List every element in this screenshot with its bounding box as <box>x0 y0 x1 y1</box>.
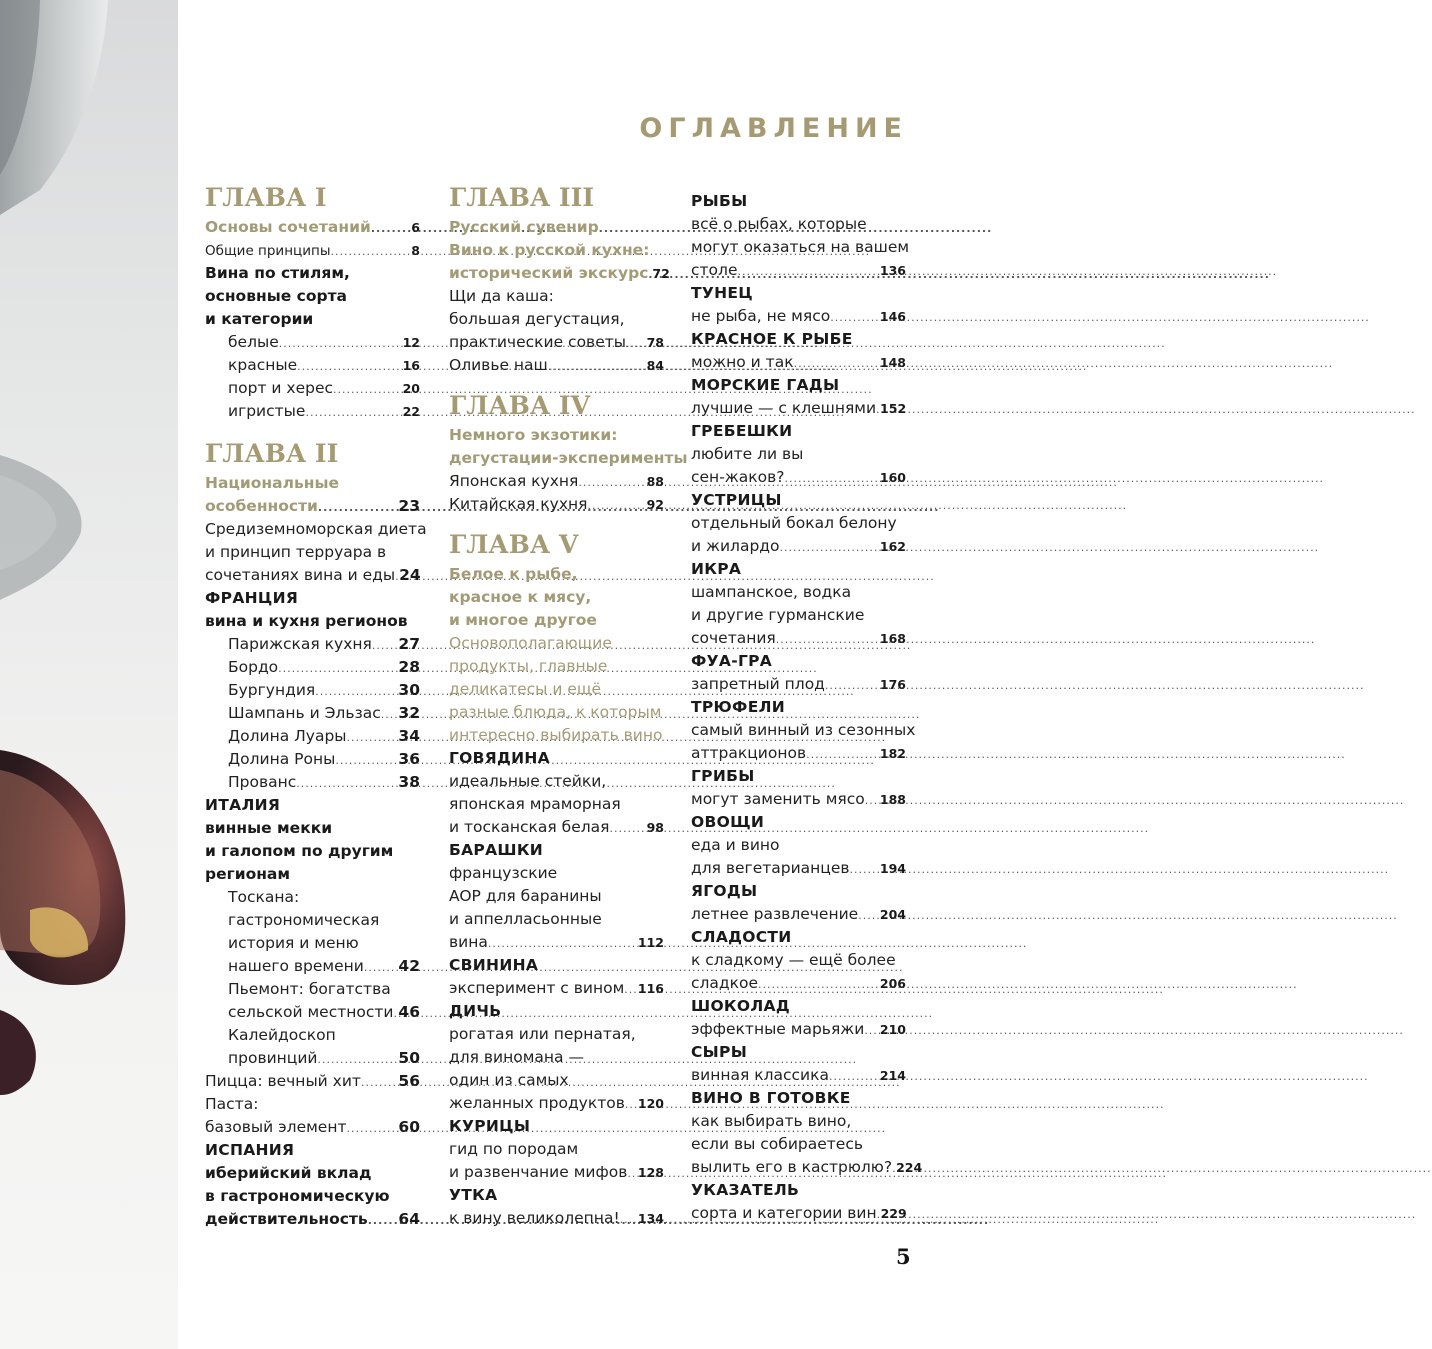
toc-topic: ГРИБЫ <box>691 767 755 785</box>
toc-entry[interactable]: лучшие — с клешнями ..... 152 <box>691 397 906 420</box>
toc-entry[interactable]: запретный плод ..... 176 <box>691 673 906 696</box>
toc-column-3 <box>691 190 923 1225</box>
toc-entry[interactable]: Китайская кухня ..... 92 <box>449 493 664 516</box>
toc-column-1 <box>205 180 427 1231</box>
toc-topic: БАРАШКИ <box>449 841 544 859</box>
toc-entry[interactable]: Прованс ..... 38 <box>205 771 420 794</box>
toc-entry[interactable]: сладкое ..... 206 <box>691 972 906 995</box>
toc-entry[interactable]: Японская кухня ..... 88 <box>449 470 664 493</box>
toc-section: вина и кухня регионов <box>205 612 408 630</box>
toc-topic: ФУА-ГРА <box>691 652 773 670</box>
toc-text: Щи да каша: <box>449 287 554 305</box>
toc-entry[interactable]: исторический экскурс ..... 72 <box>449 262 664 285</box>
toc-topic: МОРСКИЕ ГАДЫ <box>691 376 840 394</box>
toc-text: разные блюда, к которым <box>449 703 662 721</box>
toc-topic: УКАЗАТЕЛЬ <box>691 1181 800 1199</box>
toc-entry[interactable]: желанных продуктов ..... 120 <box>449 1092 664 1115</box>
toc-text: Калейдоскоп <box>228 1026 336 1044</box>
toc-entry[interactable]: аттракционов ..... 182 <box>691 742 906 765</box>
toc-text: самый винный из сезонных <box>691 721 916 739</box>
toc-section: Немного экзотики: <box>449 426 618 444</box>
page-number: 5 <box>896 1244 911 1269</box>
toc-topic: СЫРЫ <box>691 1043 748 1061</box>
toc-section: Вина по стилям, <box>205 264 350 282</box>
toc-section: Вино к русской кухне: <box>449 241 650 259</box>
toc-text: идеальные стейки, <box>449 772 607 790</box>
toc-text: если вы собираетесь <box>691 1135 863 1153</box>
toc-text: и другие гурманские <box>691 606 865 624</box>
toc-section: и категории <box>205 310 314 328</box>
toc-topic: ТУНЕЦ <box>691 284 753 302</box>
toc-entry[interactable]: могут заменить мясо ..... 188 <box>691 788 906 811</box>
toc-entry[interactable]: столе ..... 136 <box>691 259 906 282</box>
chapter-heading: ГЛАВА I <box>205 183 327 212</box>
toc-entry[interactable]: винная классика ..... 214 <box>691 1064 906 1087</box>
toc-text: шампанское, водка <box>691 583 852 601</box>
toc-section: Русский сувенир <box>449 218 599 236</box>
wine-glass-and-mussel-photo <box>0 0 178 1349</box>
toc-entry[interactable]: Общие принципы ..... 8 <box>205 239 420 262</box>
toc-entry[interactable]: нашего времени ..... 42 <box>205 955 420 978</box>
toc-entry[interactable]: белые ..... 12 <box>205 331 420 354</box>
toc-section: Национальные <box>205 474 339 492</box>
decorative-photo-illustration <box>0 0 178 1349</box>
toc-topic: ТРЮФЕЛИ <box>691 698 786 716</box>
toc-entry[interactable]: эффектные марьяжи ..... 210 <box>691 1018 906 1041</box>
toc-entry[interactable]: Бордо ..... 28 <box>205 656 420 679</box>
toc-topic: УСТРИЦЫ <box>691 491 782 509</box>
toc-country: ИТАЛИЯ <box>205 796 281 814</box>
toc-topic: ОВОЩИ <box>691 813 765 831</box>
toc-entry[interactable]: Шампань и Эльзас ..... 32 <box>205 702 420 725</box>
toc-text: Паста: <box>205 1095 259 1113</box>
chapter-heading: ГЛАВА II <box>205 439 339 468</box>
toc-entry[interactable]: сельской местности ..... 46 <box>205 1001 420 1024</box>
toc-entry[interactable]: Долина Луары ..... 34 <box>205 725 420 748</box>
chapter-heading: ГЛАВА V <box>449 530 579 559</box>
toc-topic: ШОКОЛАД <box>691 997 790 1015</box>
toc-entry[interactable]: сен-жаков? ..... 160 <box>691 466 906 489</box>
toc-text: гастрономическая <box>228 911 380 929</box>
toc-text: один из самых <box>449 1071 569 1089</box>
toc-section: винные мекки <box>205 819 333 837</box>
toc-text: AOP для баранины <box>449 887 602 905</box>
toc-section: основные сорта <box>205 287 348 305</box>
toc-text: Основополагающие <box>449 634 612 652</box>
toc-entry[interactable]: летнее развлечение ..... 204 <box>691 903 906 926</box>
toc-entry[interactable]: порт и херес ..... 20 <box>205 377 420 400</box>
toc-text: гид по породам <box>449 1140 579 1158</box>
toc-text: большая дегустация, <box>449 310 625 328</box>
toc-entry[interactable]: Долина Роны ..... 36 <box>205 748 420 771</box>
toc-text: Тоскана: <box>228 888 300 906</box>
toc-entry[interactable]: и развенчание мифов ..... 128 <box>449 1161 664 1184</box>
toc-section: красное к мясу, <box>449 588 592 606</box>
toc-section: дегустации-эксперименты <box>449 449 688 467</box>
toc-topic: СЛАДОСТИ <box>691 928 792 946</box>
toc-entry[interactable]: Пицца: вечный хит ..... 56 <box>205 1070 420 1093</box>
toc-entry[interactable]: не рыба, не мясо ..... 146 <box>691 305 906 328</box>
toc-section: в гастрономическую <box>205 1187 390 1205</box>
toc-column-2 <box>449 180 688 1230</box>
toc-entry[interactable]: к вину великолепна! ..... 134 <box>449 1207 664 1230</box>
toc-text: Пьемонт: богатства <box>228 980 391 998</box>
toc-entry[interactable]: базовый элемент ..... 60 <box>205 1116 420 1139</box>
toc-text: история и меню <box>228 934 359 952</box>
toc-entry[interactable]: практические советы ..... 78 <box>449 331 664 354</box>
toc-text: как выбирать вино, <box>691 1112 852 1130</box>
toc-entry[interactable]: вылить его в кастрюлю? ..... 224 <box>691 1156 906 1179</box>
toc-entry[interactable]: и жилардо ..... 162 <box>691 535 906 558</box>
toc-text: еда и вино <box>691 836 780 854</box>
chapter-heading: ГЛАВА III <box>449 183 595 212</box>
toc-text: продукты, главные <box>449 657 608 675</box>
toc-entry[interactable]: сочетаниях вина и еды ..... 24 <box>205 564 420 587</box>
toc-entry[interactable]: игристые ..... 22 <box>205 400 420 423</box>
toc-entry[interactable]: особенности ..... 23 <box>205 495 420 518</box>
toc-entry[interactable]: можно и так ..... 148 <box>691 351 906 374</box>
toc-text: отдельный бокал белону <box>691 514 897 532</box>
toc-text: к сладкому — ещё более <box>691 951 896 969</box>
chapter-heading: ГЛАВА IV <box>449 391 591 420</box>
toc-entry[interactable]: Бургундия ..... 30 <box>205 679 420 702</box>
toc-topic: КРАСНОЕ К РЫБЕ <box>691 330 853 348</box>
toc-entry[interactable]: сочетания ..... 168 <box>691 627 906 650</box>
toc-entry[interactable]: действительность ..... 64 <box>205 1208 420 1231</box>
toc-text: всё о рыбах, которые <box>691 215 867 233</box>
toc-text: интересно выбирать вино <box>449 726 663 744</box>
toc-topic: ГРЕБЕШКИ <box>691 422 793 440</box>
toc-entry[interactable]: Оливье наш ..... 84 <box>449 354 664 377</box>
toc-topic: УТКА <box>449 1186 498 1204</box>
toc-entry[interactable]: и тосканская белая ..... 98 <box>449 816 664 839</box>
toc-topic: ГОВЯДИНА <box>449 749 550 767</box>
toc-section: и многое другое <box>449 611 597 629</box>
toc-text: рогатая или пернатая, <box>449 1025 636 1043</box>
toc-topic: РЫБЫ <box>691 192 748 210</box>
toc-topic: ЯГОДЫ <box>691 882 758 900</box>
toc-entry[interactable]: вина ..... 112 <box>449 931 664 954</box>
toc-topic: ДИЧЬ <box>449 1002 502 1020</box>
toc-text: Средиземноморская диета <box>205 520 427 538</box>
toc-entry[interactable]: Парижская кухня ..... 27 <box>205 633 420 656</box>
toc-text: любите ли вы <box>691 445 804 463</box>
toc-entry[interactable]: сорта и категории вин ..... 229 <box>691 1202 906 1225</box>
toc-country: ФРАНЦИЯ <box>205 589 299 607</box>
toc-text: деликатесы и ещё <box>449 680 602 698</box>
toc-section: иберийский вклад <box>205 1164 372 1182</box>
toc-section: Белое к рыбе, <box>449 565 578 583</box>
toc-entry[interactable]: эксперимент с вином ..... 116 <box>449 977 664 1000</box>
toc-section: регионам <box>205 865 291 883</box>
toc-entry[interactable]: провинций ..... 50 <box>205 1047 420 1070</box>
toc-country: ИСПАНИЯ <box>205 1141 295 1159</box>
toc-text: японская мраморная <box>449 795 621 813</box>
toc-topic: КУРИЦЫ <box>449 1117 531 1135</box>
toc-text: для виномана — <box>449 1048 584 1066</box>
toc-topic: ИКРА <box>691 560 742 578</box>
toc-section: и галопом по другим <box>205 842 394 860</box>
toc-text: и принцип терруара в <box>205 543 387 561</box>
page-title: ОГЛАВЛЕНИЕ <box>639 113 908 144</box>
toc-topic: СВИНИНА <box>449 956 539 974</box>
toc-entry[interactable]: для вегетарианцев ..... 194 <box>691 857 906 880</box>
toc-topic: ВИНО В ГОТОВКЕ <box>691 1089 851 1107</box>
toc-entry[interactable]: красные ..... 16 <box>205 354 420 377</box>
toc-text: могут оказаться на вашем <box>691 238 910 256</box>
toc-entry[interactable]: Основы сочетаний ..... 6 <box>205 216 420 239</box>
toc-text: французские <box>449 864 558 882</box>
toc-text: и аппелласьонные <box>449 910 602 928</box>
